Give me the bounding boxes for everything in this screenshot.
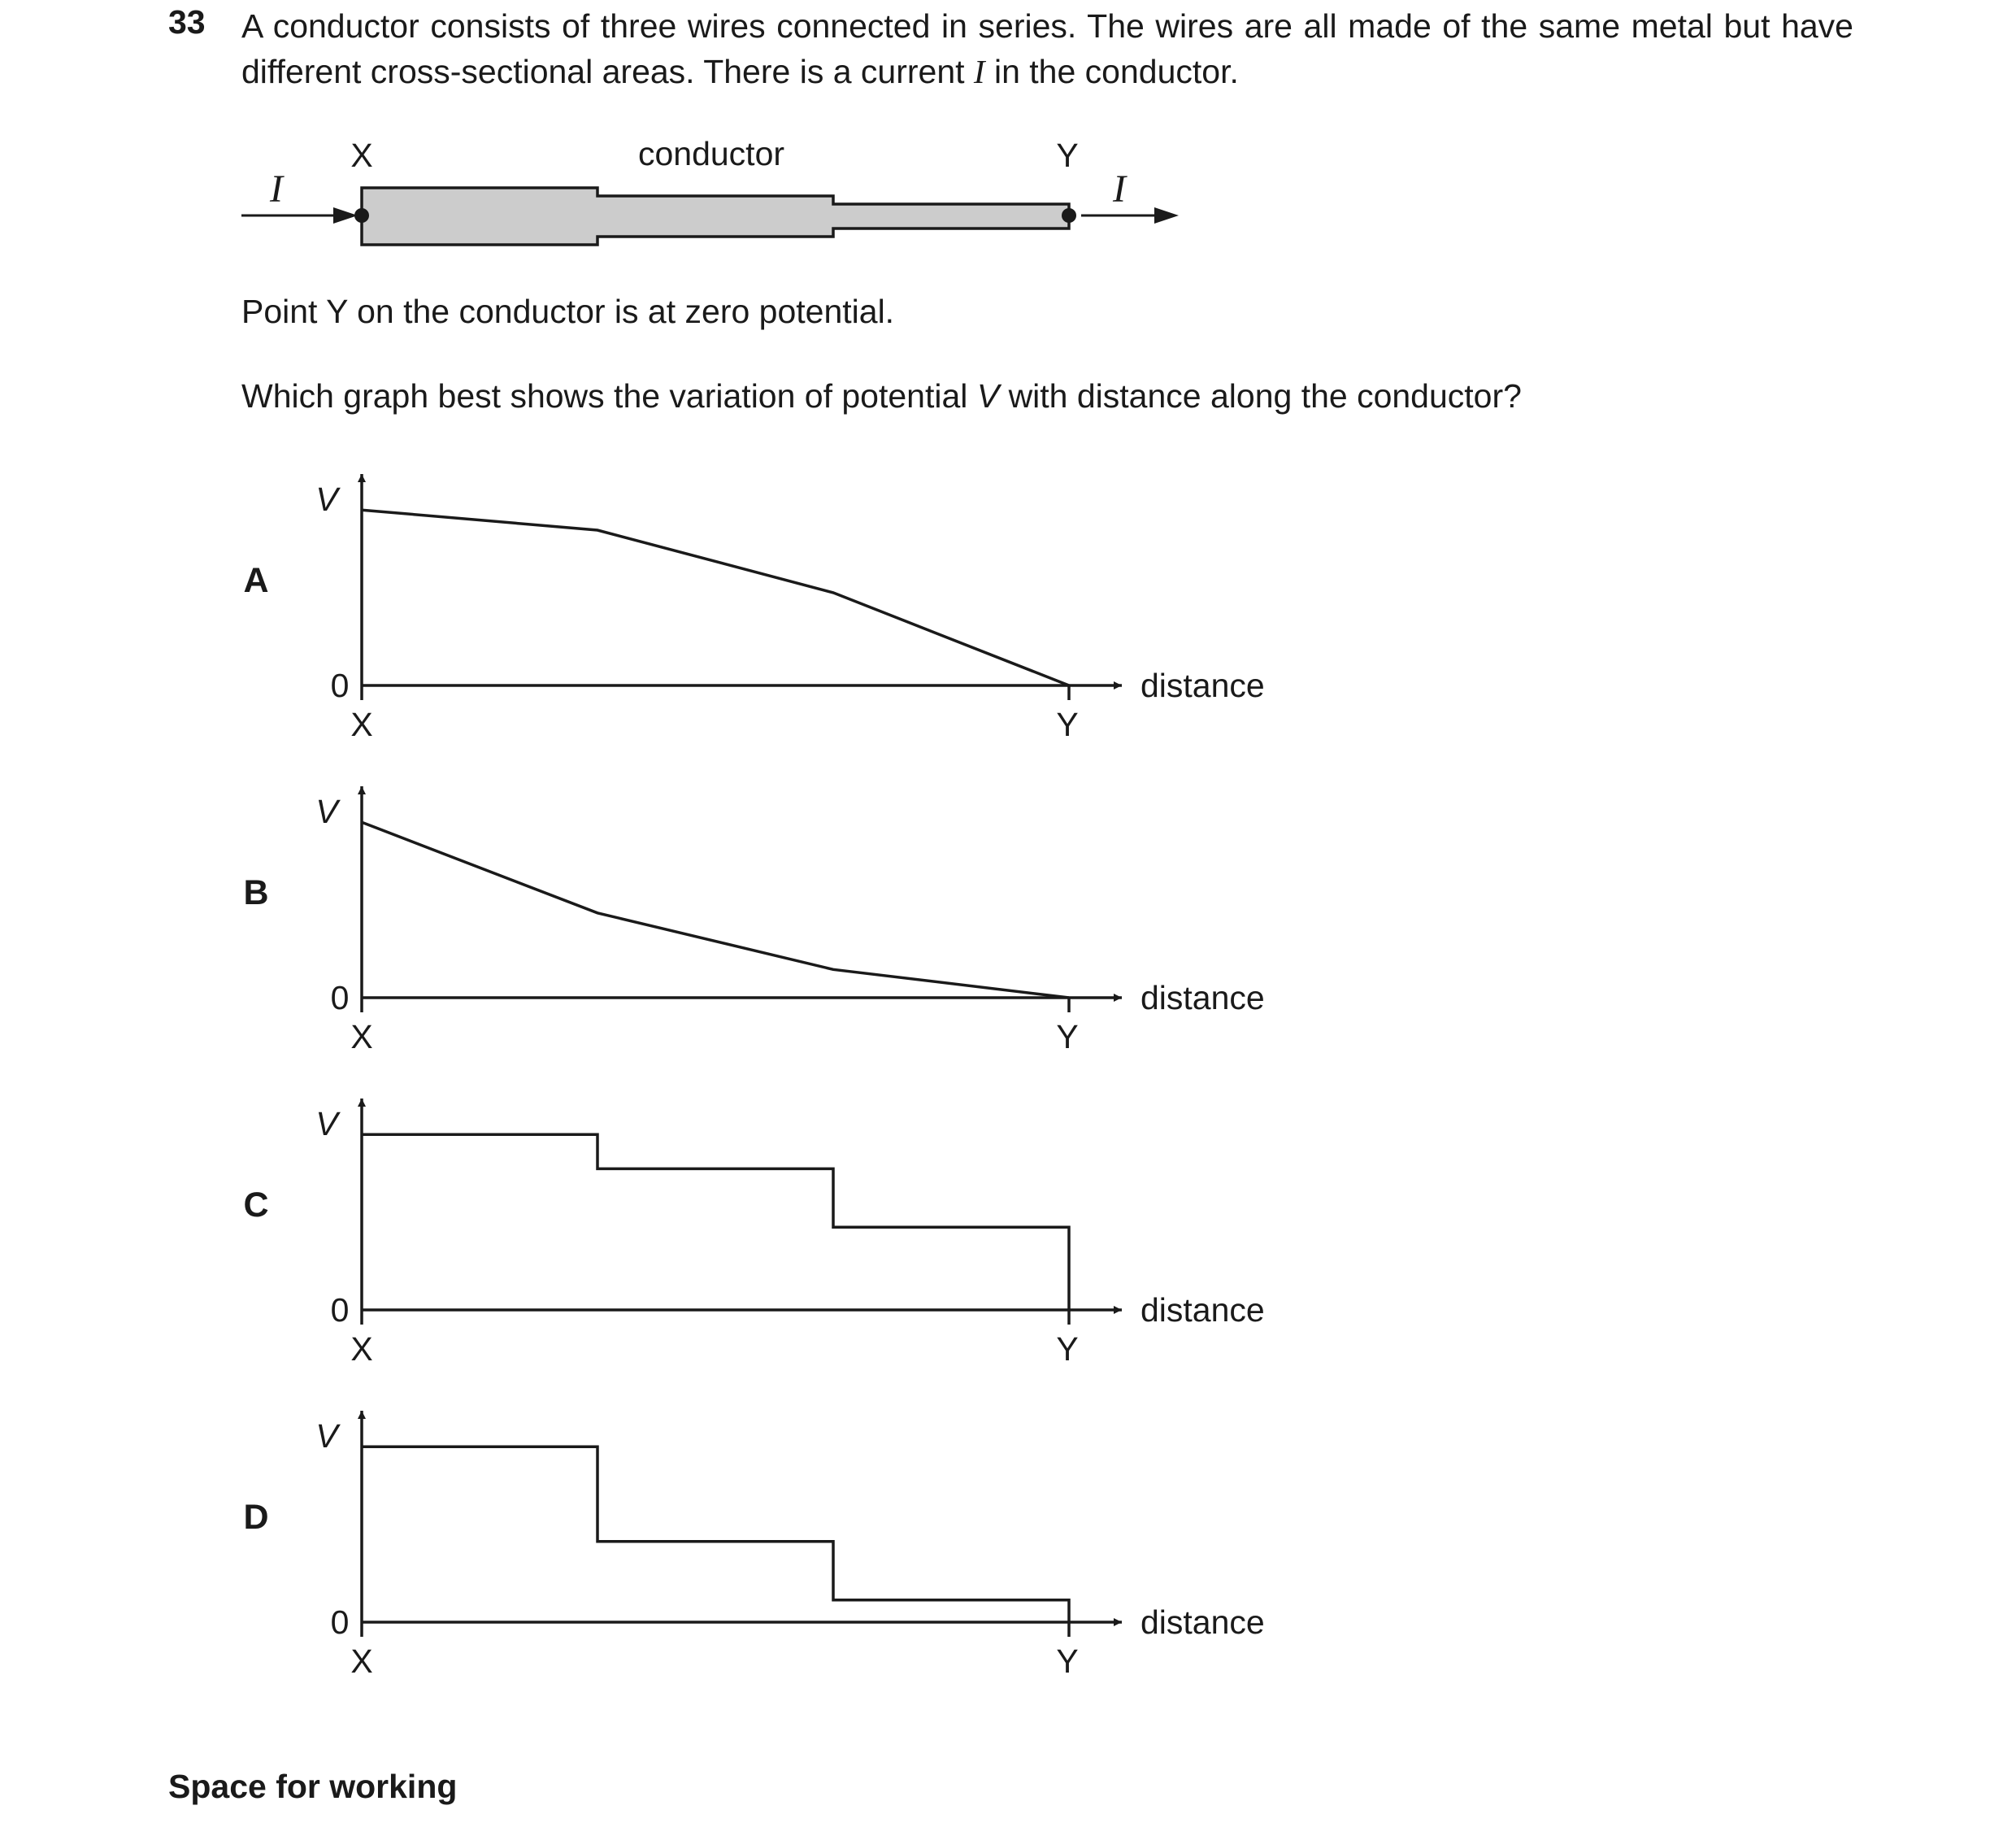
graph-d — [243, 1411, 1264, 1680]
x-start-label-d: X — [350, 1642, 373, 1680]
current-symbol: I — [973, 53, 985, 90]
origin-label-a: 0 — [330, 667, 350, 704]
origin-label-c: 0 — [330, 1291, 350, 1329]
graph-b — [243, 786, 1264, 1055]
graph-question-start: Which graph best shows the variation of potential — [241, 377, 968, 415]
option-c-letter: C — [243, 1186, 269, 1225]
potential-curve-b — [362, 822, 1069, 998]
x-start-label-a: X — [350, 706, 373, 743]
y-axis-label-d: V — [315, 1417, 338, 1455]
point-y-label: Y — [1056, 137, 1079, 174]
x-axis-label-d: distance — [1141, 1603, 1265, 1641]
graph-c — [243, 1099, 1264, 1368]
graph-a — [243, 474, 1264, 743]
potential-curve-c — [362, 1134, 1069, 1310]
current-in-arrowhead — [333, 207, 358, 224]
question-text-end: in the conductor. — [993, 53, 1239, 90]
point-x-dot — [354, 208, 369, 223]
option-b-letter: B — [243, 873, 269, 912]
point-y-dot — [1062, 208, 1076, 223]
question-text-main: A conductor consists of three wires connected in series. The wires are all made of the same metal but have different cross-sectional areas. There is a current — [241, 7, 1853, 90]
potential-curve-d — [362, 1447, 1069, 1622]
y-axis-label-a: V — [315, 481, 338, 518]
option-a-letter: A — [243, 561, 269, 600]
conductor-diagram — [241, 135, 1179, 245]
x-end-label-d: Y — [1056, 1642, 1079, 1680]
zero-potential-statement: Point Y on the conductor is at zero potential. — [241, 293, 895, 330]
origin-label-d: 0 — [330, 1603, 350, 1641]
x-end-label-a: Y — [1056, 706, 1079, 743]
conductor-wires — [362, 188, 1069, 245]
conductor-label: conductor — [637, 135, 785, 172]
potential-curve-a — [362, 510, 1069, 685]
graph-question-end: with distance along the conductor? — [1008, 377, 1522, 415]
question-number: 33 — [168, 3, 206, 41]
current-in-label: I — [270, 168, 283, 211]
x-axis-label-b: distance — [1141, 979, 1265, 1016]
option-graphs — [243, 474, 1264, 1680]
y-axis-label-b: V — [315, 793, 338, 830]
space-for-working: Space for working — [168, 1768, 458, 1805]
current-out-label: I — [1113, 168, 1126, 211]
y-axis-label-c: V — [315, 1105, 338, 1142]
origin-label-b: 0 — [330, 979, 350, 1016]
x-start-label-b: X — [350, 1018, 373, 1055]
x-axis-label-c: distance — [1141, 1291, 1265, 1329]
x-axis-label-a: distance — [1141, 667, 1265, 704]
x-end-label-b: Y — [1056, 1018, 1079, 1055]
x-start-label-c: X — [350, 1330, 373, 1368]
point-x-label: X — [350, 137, 373, 174]
potential-symbol: V — [976, 377, 1000, 415]
option-d-letter: D — [243, 1498, 269, 1537]
x-end-label-c: Y — [1056, 1330, 1079, 1368]
current-out-arrowhead — [1154, 207, 1179, 224]
